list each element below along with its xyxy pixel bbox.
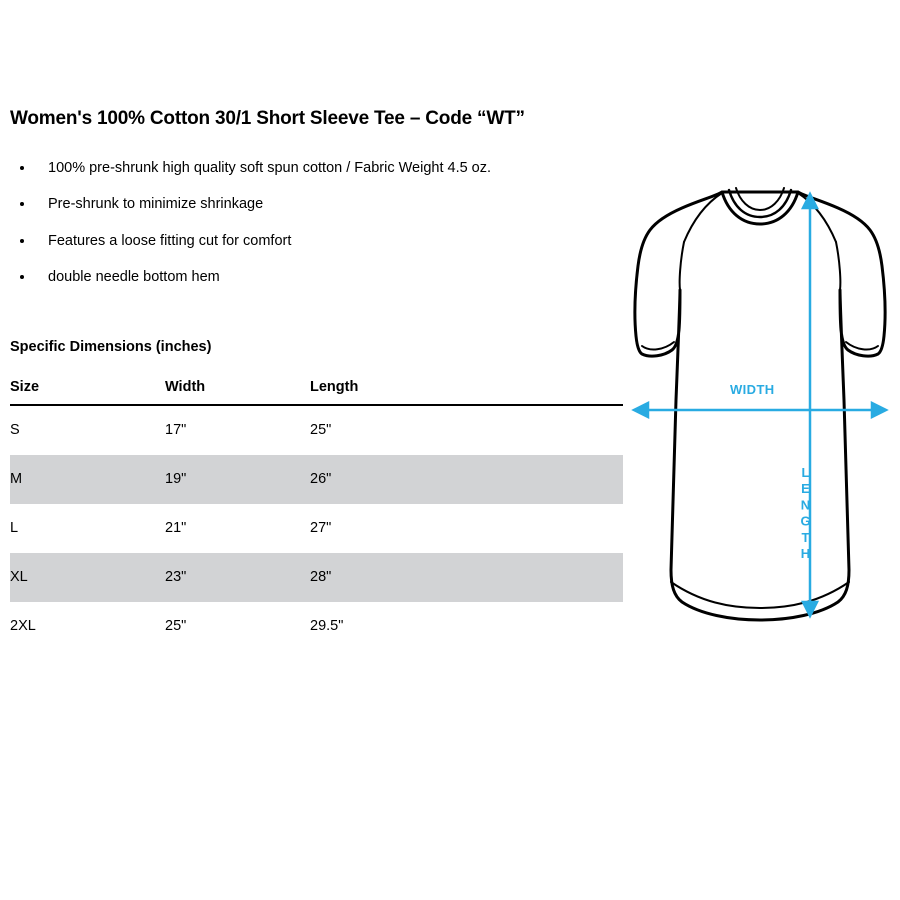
width-label: WIDTH: [730, 382, 775, 397]
list-item: [10, 269, 630, 286]
cell-width: 25": [165, 618, 187, 635]
column-header-width: Width: [165, 379, 310, 405]
cell-length: 28": [310, 553, 623, 602]
list-item: [10, 160, 630, 177]
size-table: [10, 379, 623, 651]
cell-length: 27": [310, 520, 332, 537]
list-item: [10, 233, 630, 250]
column-header-size: Size: [10, 379, 165, 405]
cell-length: 26": [310, 455, 623, 504]
feature-text: Features a loose fitting cut for comfort: [48, 232, 292, 249]
bullet-icon: [20, 275, 24, 279]
table-row: [10, 602, 623, 651]
bullet-icon: [20, 202, 24, 206]
table-header-row: [10, 379, 623, 405]
feature-text: Pre-shrunk to minimize shrinkage: [48, 196, 264, 213]
cell-width: 19": [165, 455, 310, 504]
cell-length: 25": [310, 422, 332, 439]
bullet-icon: [20, 166, 24, 170]
cell-size: XL: [10, 553, 165, 602]
column-header-length: Length: [310, 379, 623, 405]
bullet-icon: [20, 239, 24, 243]
table-row: [10, 553, 623, 602]
cell-width: 21": [165, 520, 187, 537]
feature-text: double needle bottom hem: [48, 269, 220, 286]
measurement-diagram: [630, 150, 890, 670]
cell-size: S: [10, 422, 20, 439]
feature-list: [10, 160, 630, 287]
page-title: Women's 100% Cotton 30/1 Short Sleeve Tee – Code “WT”: [10, 108, 525, 129]
table-row: [10, 504, 623, 553]
dimensions-heading: Specific Dimensions (inches): [10, 338, 212, 355]
cell-size: M: [10, 455, 165, 504]
cell-size: L: [10, 520, 19, 537]
product-info-column: [10, 108, 630, 651]
cell-size: 2XL: [10, 618, 36, 635]
cell-width: 23": [165, 553, 310, 602]
table-row: [10, 455, 623, 504]
length-label: LENGTH: [798, 465, 813, 563]
cell-width: 17": [165, 422, 187, 439]
feature-text: 100% pre-shrunk high quality soft spun cotton / Fabric Weight 4.5 oz.: [48, 160, 492, 176]
table-row: [10, 405, 623, 455]
cell-length: 29.5": [310, 618, 344, 635]
width-arrow-icon: [630, 398, 890, 422]
list-item: [10, 196, 630, 213]
